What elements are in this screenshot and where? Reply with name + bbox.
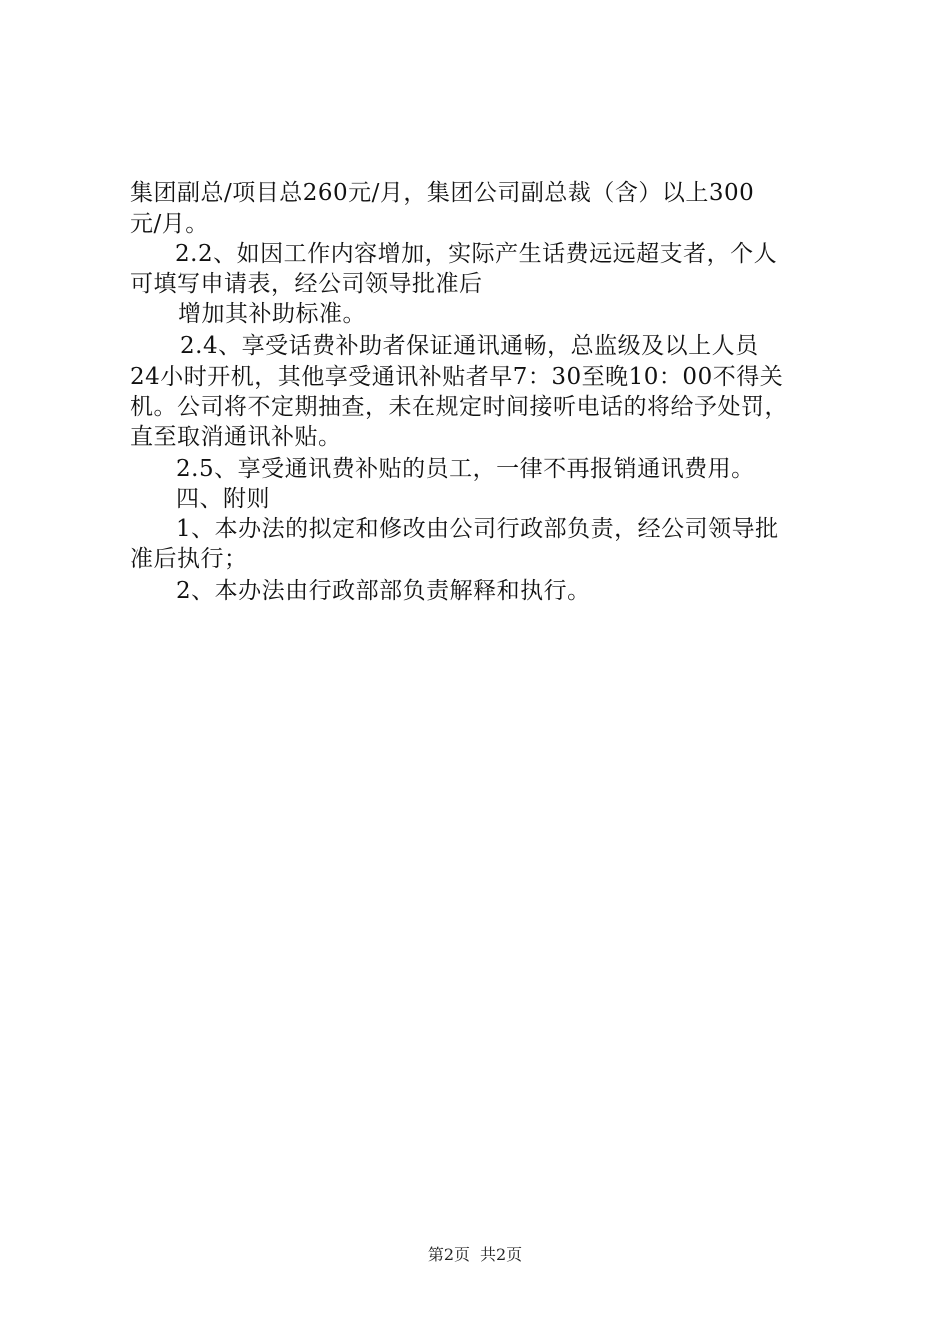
paragraph-line: 1、本办法的拟定和修改由公司行政部负责，经公司领导批 [176,516,779,542]
paragraph-line: 集团副总/项目总260元/月，集团公司副总裁（含）以上300 [130,180,755,206]
paragraph-line: 准后执行； [130,546,248,572]
page-total: 共2页 [480,1245,523,1264]
paragraph-line: 24小时开机，其他享受通讯补贴者早7：30至晚10：00不得关 [130,364,784,390]
paragraph-line: 2.2、如因工作内容增加，实际产生话费远远超支者，个人 [175,241,778,267]
paragraph-line: 直至取消通讯补贴。 [130,424,342,450]
page-footer [0,1244,950,1266]
paragraph-line: 2.4、享受话费补助者保证通讯通畅，总监级及以上人员 [180,333,759,359]
section-heading: 四、附则 [176,486,270,512]
paragraph-line: 可填写申请表，经公司领导批准后 [130,271,483,297]
paragraph-line: 机。公司将不定期抽查，未在规定时间接听电话的将给予处罚， [130,394,788,420]
paragraph-line: 2、本办法由行政部部负责解释和执行。 [176,578,591,604]
paragraph-line: 2.5、享受通讯费补贴的员工，一律不再报销通讯费用。 [176,456,755,482]
paragraph-line: 增加其补助标准。 [178,301,366,327]
page-number: 第2页 [427,1245,470,1264]
paragraph-line: 元/月。 [130,211,209,237]
